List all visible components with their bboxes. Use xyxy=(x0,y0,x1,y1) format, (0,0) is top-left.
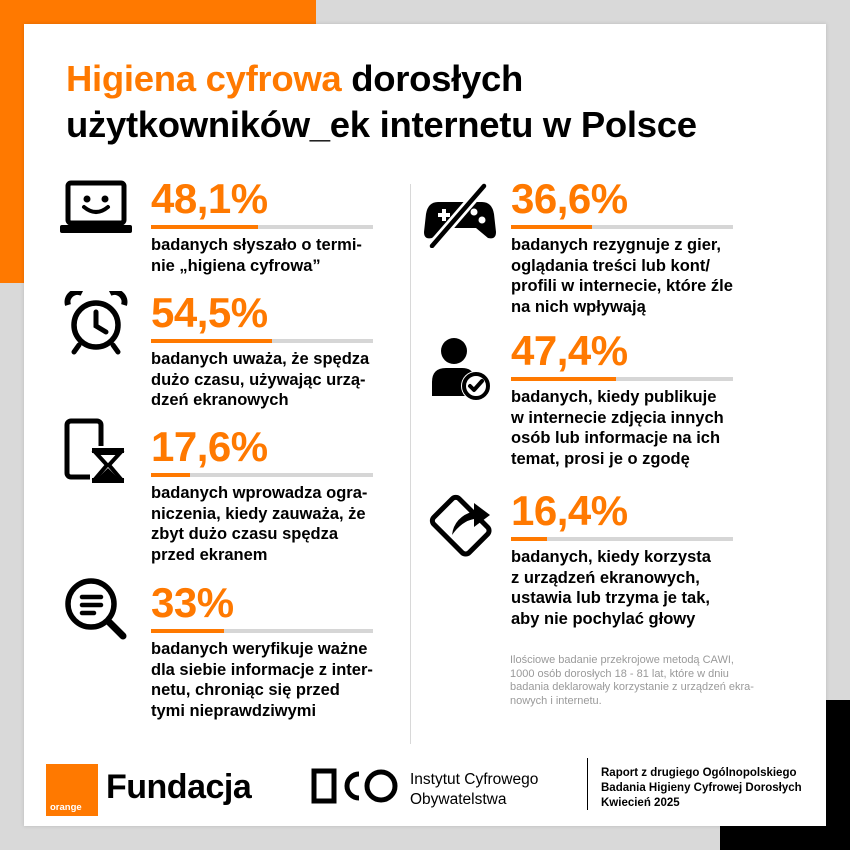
fundacja-label: Fundacja xyxy=(106,768,252,806)
title-rest: dorosłych xyxy=(341,58,523,99)
title-accent: Higiena cyfrowa xyxy=(66,58,342,99)
stat-value: 36,6% xyxy=(511,175,628,222)
stat-value: 16,4% xyxy=(511,487,628,534)
search-text-icon xyxy=(64,577,128,641)
stat-value: 47,4% xyxy=(511,327,628,374)
infographic-card xyxy=(24,24,826,826)
stat-description: badanych weryfikuje ważne dla siebie informacje z inter- netu, chroniąc się przed tymi nieprawdziwymi xyxy=(151,640,373,720)
page-title xyxy=(66,56,697,148)
stat-description: badanych, kiedy publikuje w internecie zdjęcia innych osób lub informacje na ich temat, prosi je o zgodę xyxy=(511,388,724,468)
ico-name: Instytut Cyfrowego Obywatelstwa xyxy=(410,771,539,808)
progress-track xyxy=(151,629,373,633)
progress-track xyxy=(151,473,373,477)
stat-value: 33% xyxy=(151,579,234,626)
progress-fill xyxy=(151,225,258,229)
stat-value: 54,5% xyxy=(151,289,268,336)
orange-logo-text: orange xyxy=(50,802,82,813)
column-divider xyxy=(410,184,411,744)
stat-description: badanych rezygnuje z gier, oglądania treści lub kont/ profili w internecie, które źle na nich wpływają xyxy=(511,236,733,316)
orange-logo xyxy=(46,764,98,816)
alarm-clock-icon xyxy=(64,291,128,355)
stat-value: 17,6% xyxy=(151,423,268,470)
gamepad-off-icon xyxy=(424,182,496,248)
phone-hourglass-icon xyxy=(64,418,126,484)
stat-description: badanych uważa, że spędza dużo czasu, używając urzą- dzeń ekranowych xyxy=(151,350,370,409)
phone-posture-icon xyxy=(424,487,496,559)
footer xyxy=(24,754,826,826)
stat-description: badanych, kiedy korzysta z urządzeń ekranowych, ustawia lub trzyma je tak, aby nie pochylać głowy xyxy=(511,548,711,628)
progress-fill xyxy=(511,377,616,381)
progress-track xyxy=(511,537,733,541)
ico-logo-icon xyxy=(311,766,401,806)
progress-fill xyxy=(151,629,224,633)
report-info: Raport z drugiego Ogólnopolskiego Badania Higieny Cyfrowej Dorosłych Kwiecień 2025 xyxy=(601,767,802,809)
stat-value: 48,1% xyxy=(151,175,268,222)
progress-track xyxy=(511,225,733,229)
person-check-icon xyxy=(432,336,494,402)
progress-fill xyxy=(511,537,547,541)
progress-track xyxy=(151,339,373,343)
progress-track xyxy=(151,225,373,229)
progress-fill xyxy=(151,339,272,343)
progress-track xyxy=(511,377,733,381)
stat-description: badanych słyszało o termi- nie „higiena cyfrowa” xyxy=(151,236,362,275)
title-line2: użytkowników_ek internetu w Polsce xyxy=(66,104,697,145)
progress-fill xyxy=(151,473,190,477)
laptop-smile-icon xyxy=(60,180,132,238)
stat-description: badanych wprowadza ogra- niczenia, kiedy zauważa, że zbyt dużo czasu spędza przed ekranem xyxy=(151,484,368,564)
methodology-note: Ilościowe badanie przekrojowe metodą CAWI, 1000 osób dorosłych 18 - 81 lat, które w dniu badania deklarowały korzystanie z urządzeń ekra- nowych i internetu. xyxy=(510,654,754,707)
footer-divider xyxy=(587,758,588,810)
progress-fill xyxy=(511,225,592,229)
